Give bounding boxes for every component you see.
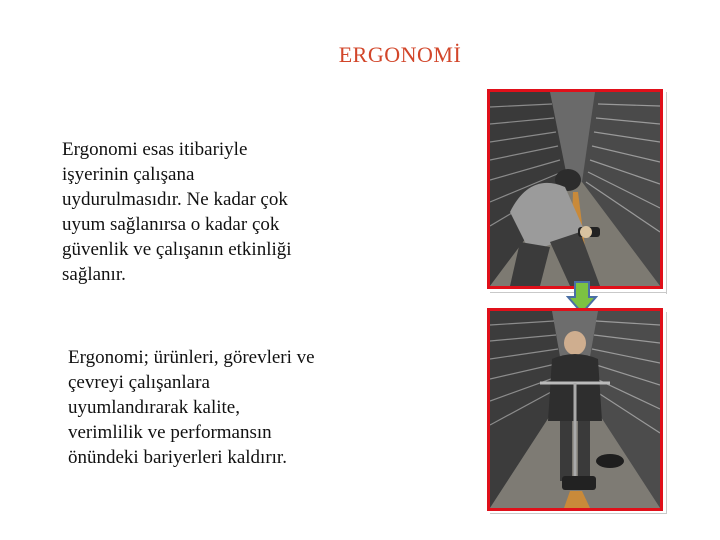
photo-shadow [666,312,667,514]
slide-title: ERGONOMİ [338,42,462,67]
photo-worker-bending-image [490,92,660,286]
photo-worker-standing-image [490,311,660,508]
photo-shadow [666,92,667,294]
paragraph-definition: Ergonomi esas itibariyle işyerinin çalışana uydurulmasıdır. Ne kadar çok uyum sağlanırsa o kadar çok güvenlik ve çalışanın etkinliği sağlanır. [62,139,292,285]
paragraph-purpose: Ergonomi; ürünleri, görevleri ve çevreyi çalışanlara uyumlandırarak kalite, verimlilik ve performansın önündeki bariyerleri kaldırır. [68,347,315,468]
photo-worker-bending [487,89,663,289]
photo-shadow [490,513,666,514]
photo-worker-standing [487,308,663,511]
